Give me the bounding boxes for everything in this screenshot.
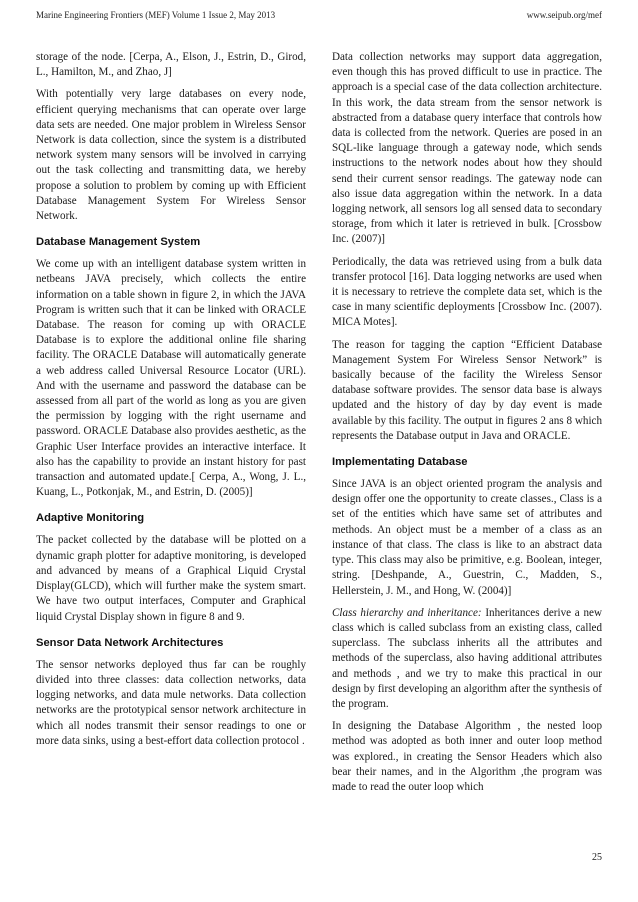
paragraph: Periodically, the data was retrieved using from a bulk data transfer protocol [16]. Data logging networks are used when it is necessary to retrieve the complete data set, which is the case in many scientific deployments [Crossbow Inc. (2007). MICA Motes]. [332,255,602,329]
section-heading-sensor-architectures: Sensor Data Network Architectures [36,636,224,649]
left-column [36,50,306,756]
section-heading-adaptive-monitoring: Adaptive Monitoring [36,512,145,525]
section-heading-database-management: Database Management System [36,236,201,249]
section-heading-implementing-database: Implementating Database [332,456,468,469]
paragraph: We come up with an intelligent database system written in netbeans JAVA precisely, which collects the entire information on a table shown in figure 2, in which the JAVA Program is written such that it can be linked with ORACLE Database. The reason for coming up with ORACLE Database is to explore the additional online file sharing facility. The ORACLE Database will automatically generate a web address called Universal Resource Locator (URL). And with the username and password the database can be assessed from all part of the world as long as you are given the permission by logging with the right username and password. ORACLE Database also provides aesthetic, as the Graphic User Interface provides an interactive interface. It also has the capability to provide an instant history for past transaction and automated update.[ Cerpa, A., Wong, J. L., Kuang, L., Potkonjak, M., and Estrin, D. (2005)] [36,258,306,499]
page-number: 25 [592,852,602,863]
paragraph: With potentially very large databases on every node, efficient querying mechanisms that can operate over large data sets are needed. One major problem in Wireless Sensor Network is data collection, since the system is a distributed network system many sensors will be involved in carrying out the task collecting and transmitting data, we hereby propose a solution to problem by coming up with Efficient Database Management System For Wireless Sensor Network. [36,88,306,223]
journal-url: www.seipub.org/mef [526,10,602,20]
paragraph [332,606,602,712]
paragraph: In designing the Database Algorithm , the nested loop method was adopted as both inner and outer loop method was explored., in creating the Sensor Headers which also bear their names, and in the Algorithm ,the program was made to read the outer loop which [332,720,602,793]
running-header [36,10,602,28]
paragraph: The packet collected by the database will be plotted on a dynamic graph plotter for adaptive monitoring, is developed and advanced by means of a Graphical Liquid Crystal Display(GLCD), which will further make the system smart. We have two output interfaces, Computer and Graphical liquid Crystal Display shown in figure 8 and 9. [36,534,306,623]
paragraph: The reason for tagging the caption “Efficient Database Management System For Wireless Sensor Network” is basically because of the facility the Wireless Sensor database software provides. The sensor data base is always updated and the history of day by day event is made available by this facility. The output in figures 2 ans 8 which represents the Database output in Java and ORACLE. [332,338,602,442]
paragraph: Since JAVA is an object oriented program the analysis and design offer one the opportunity to create classes., Class is a set of the entities which have same set of attributes and methods. An object must be a member of a class as an instance of that class. The class is like to an abstract data type. This class may also be primitive, e.g. Boolean, integer, string. [Deshpande, A., Guestrin, C., Madden, S., Hellerstein, J. M., and Hong, W. (2004)] [332,478,602,597]
paragraph: Data collection networks may support data aggregation, even though this has proved difficult to use in practice. The approach is a special case of the data collection architecture. In this work, the data stream from the sensor network is abstracted from a database query interface that controls how data is collected from the network. Queries are posed in an SQL-like language through a gateway node, which sends instructions to the network nodes about how they should send their current sensor readings. The gateway node can also issue data aggregation within the network. In a data logging network, all sensors log all sensed data to secondary storage, from which it later is retrieved in bulk. [Crossbow Inc. (2007)] [332,51,602,246]
italic-lead: Class hierarchy and inheritance: [332,606,482,619]
right-column [332,50,602,802]
paragraph: storage of the node. [Cerpa, A., Elson, J., Estrin, D., Girod, L., Hamilton, M., and Zhao, J] [36,51,306,79]
journal-title: Marine Engineering Frontiers (MEF) Volume 1 Issue 2, May 2013 [36,10,276,20]
paragraph: The sensor networks deployed thus far can be roughly divided into three classes: data collection networks, data logging networks, and data mule networks. Data collection networks are the prototypical sensor network architecture in which all nodes transmit their sensor readings to one or more data sinks, using a best-effort data collection protocol . [36,658,306,747]
paragraph-text: Inheritances derive a new class which is called subclass from an existing class, called superclass. The subclass inherits all the attributes and methods of the superclass, also having additional attributes and methods , and we try to make this practical in our design by first developing an algorithm after the synthesis of the program. [332,606,602,710]
